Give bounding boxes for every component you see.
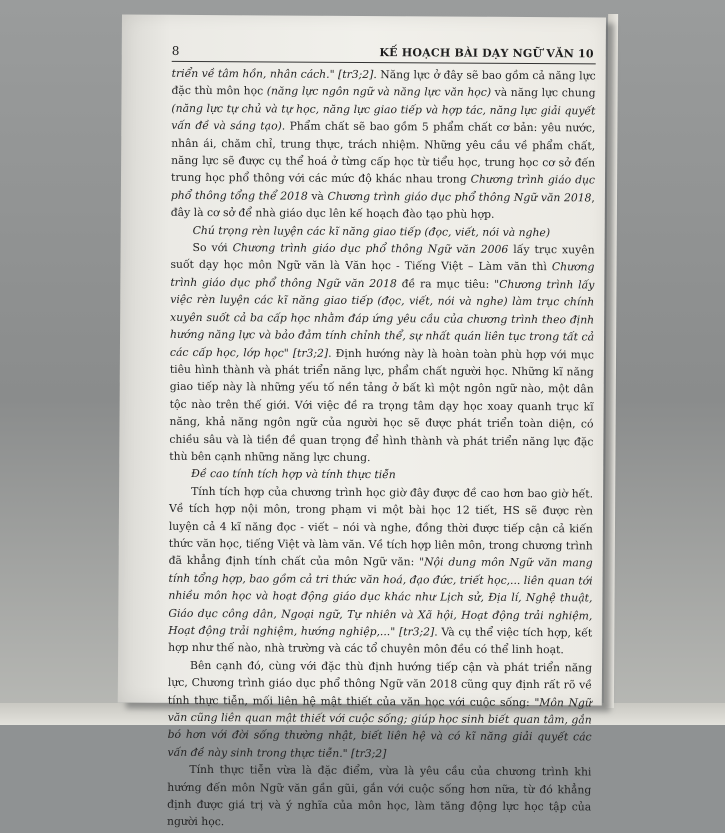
text-run: . Và cụ thể việc tích hợp, kết hợp như thế nào, nhà trường và các tổ chuyên môn đều có thể linh hoạt.: [168, 625, 593, 657]
text-run: So với: [192, 241, 233, 255]
italic-text-run: Chương trình giáo dục phổ thông tổng thể 2018: [170, 173, 596, 203]
italic-text-run: Chú trọng rèn luyện các kĩ năng giao tiếp (đọc, viết, nói và nghe): [192, 223, 551, 239]
italic-text-run: triển về tâm hồn, nhân cách." [tr3;2]: [171, 66, 374, 82]
italic-text-run: (năng lực ngôn ngữ và năng lực văn học): [266, 84, 492, 100]
italic-text-run: Đề cao tính tích hợp và tính thực tiễn: [191, 467, 396, 482]
text-run: lấy trục xuyên suốt dạy học môn Ngữ văn là Văn học - Tiếng Việt – Làm văn thì: [170, 242, 595, 274]
text-run: đề ra mục tiêu:: [396, 277, 495, 291]
page-body-text: [167, 65, 596, 829]
text-run: Bên cạnh đó, cùng với đặc thù định hướng tiếp cận và phát triển năng lực, Chương trình giáo dục phổ thông Ngữ văn 2018 cũng quy định rất rõ về tính thực tiễn, mối liên hệ mật thiết của văn học với cuộc sống:: [167, 658, 593, 709]
body-paragraph: [169, 239, 594, 468]
text-run: . Định hướng này là hoàn toàn phù hợp với mục tiêu hình thành và phát triển năng lực, phẩm chất người học. Những kĩ năng giao tiếp này là những yếu tố nền tảng ở bất kì một ngôn ngữ nào, một dân tộc nào trên thế giới. Với việc đề ra trọng tâm dạy học xoay quanh trục kĩ năng, khả năng ngôn ngữ của người học sẽ được phát triển toàn diện, có chiều sâu và là tiền đề quan trọng để hình thành và phát triển năng lực đặc thù bên cạnh những năng lực chung.: [169, 346, 594, 464]
body-paragraph: [171, 65, 596, 224]
running-title: KẾ HOẠCH BÀI DẠY NGỮ VĂN 10: [379, 46, 594, 61]
italic-text-run: Chương trình giáo dục phổ thông Ngữ văn 2018: [327, 189, 592, 205]
section-heading: [169, 465, 593, 485]
text-run: . Phẩm chất sẽ bao gồm 5 phẩm chất cơ bản: yêu nước, nhân ái, chăm chỉ, trung thực, trách nhiệm. Những yêu cầu về phẩm chất, năng lực sẽ được cụ thể hoá ở từng cấp học từ tiểu học, trung học cơ sở đến trung học phổ thông với các mức độ khác nhau trong: [170, 119, 596, 187]
italic-text-run: "Nội dung môn Ngữ văn mang tính tổng hợp, bao gồm cả tri thức văn hoá, đạo đức, triết học,... liên quan tới nhiều môn học và hoạt động giáo dục khác như Lịch sử, Địa lí, Nghệ thuật, Giáo dục công dân, Ngoại ngữ, Tự nhiên và Xã hội, Hoạt động trải nghiệm, Hoạt động trải nghiệm, hướng nghiệp,..." [tr3;2]: [168, 555, 593, 639]
italic-text-run: Chương trình giáo dục phổ thông Ngữ văn 2006: [232, 241, 509, 256]
italic-text-run: "Chương trình lấy việc rèn luyện các kĩ năng giao tiếp (đọc, viết, nói và nghe) làm trục chính xuyên suốt cả ba cấp học nhằm đáp ứng yêu cầu của chương trình theo định hướng năng lực và bảo đảm tính chỉnh thể, sự nhất quán liên tục trong tất cả các cấp học, lớp học" [tr3;2]: [169, 277, 595, 360]
text-run: và: [307, 189, 328, 203]
italic-text-run: (năng lực tự chủ và tự học, năng lực giao tiếp và hợp tác, năng lực giải quyết vấn đề và sáng tạo): [171, 101, 596, 133]
text-run: và năng lực chung: [491, 86, 596, 100]
italic-text-run: Chương trình giáo dục phổ thông Ngữ văn 2018: [170, 260, 595, 291]
body-paragraph: [167, 761, 591, 833]
header-rule: [172, 61, 596, 65]
text-run: Tính tích hợp của chương trình học giờ đây được đề cao hơn bao giờ hết. Về tích hợp nội môn, trong phạm vi một bài học 12 tiết, HS sẽ được rèn luyện cả 4 kĩ năng đọc - viết – nói và nghe, đồng thời được tiếp cận cả kiến thức văn học, tiếng Việt và làm văn. Về tích hợp liên môn, trong chương trình đã khẳng định tính chất của môn Ngữ văn:: [168, 484, 594, 569]
book-page: [118, 15, 606, 829]
body-paragraph: [168, 483, 593, 660]
text-run: Tính thực tiễn vừa là đặc điểm, vừa là yêu cầu của chương trình khi hướng đến môn Ngữ văn gần gũi, gắn với cuộc sống hơn nữa, từ đó khẳng định được giá trị và ý nghĩa của môn học, làm tăng động lực học tập của người học.: [167, 763, 592, 829]
italic-text-run: "Môn Ngữ văn cũng liên quan mật thiết với cuộc sống; giúp học sinh biết quan tâm, gắn bó hơn với đời sống thường nhật, biết liên hệ và có kĩ năng giải quyết các vấn đề này sinh trong thực tiễn." [tr3;2]: [167, 695, 592, 760]
body-paragraph: [167, 657, 592, 764]
text-run: . Năng lực ở đây sẽ bao gồm cả năng lực đặc thù môn học: [171, 68, 596, 98]
text-run: , đây là cơ sở để nhà giáo dục lên kế hoạch đào tạo phù hợp.: [170, 191, 595, 222]
page-number: 8: [171, 43, 180, 58]
